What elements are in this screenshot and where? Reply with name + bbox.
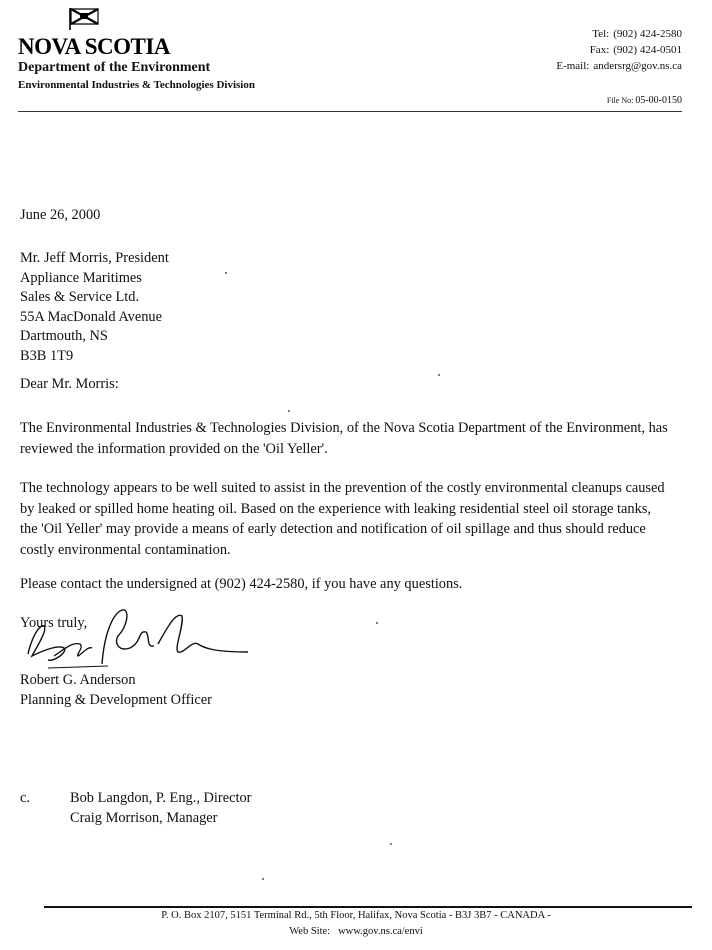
letterhead-divider (18, 111, 682, 112)
recipient-line: Appliance Maritimes (20, 269, 142, 286)
scan-speck (288, 410, 290, 412)
signer-name: Robert G. Anderson (20, 672, 136, 688)
email-value[interactable]: andersrg@gov.ns.ca (593, 60, 682, 72)
footer-address: P. O. Box 2107, 5151 Terminal Rd., 5th Floor, Halifax, Nova Scotia - B3J 3B7 - CANADA - (161, 910, 551, 921)
scan-speck (438, 374, 440, 376)
recipient-line: Mr. Jeff Morris, President (20, 250, 169, 266)
footer-website-row (0, 926, 712, 937)
closing: Yours truly, (20, 615, 88, 631)
division-name: Environmental Industries & Technologies Division (18, 79, 255, 91)
paragraph-1: The Environmental Industries & Technologies Division, of the Nova Scotia Department of the Environment, has reviewed the information provided on the 'Oil Yeller'. (20, 420, 668, 457)
scan-speck (376, 622, 378, 624)
tel-row (556, 26, 682, 42)
paragraph-2: The technology appears to be well suited to assist in the prevention of the costly environmental cleanups caused by leaked or spilled home heating oil. Based on the experience with leaking residential steel oil storage tanks, the 'Oil Yeller' may provide a means of early detection and notification of oil spillage and thus should reduce costly environmental contamination. (20, 480, 665, 558)
cc-list (70, 788, 251, 828)
signer-title: Planning & Development Officer (20, 692, 212, 708)
contact-block (556, 26, 682, 74)
salutation: Dear Mr. Morris: (20, 376, 119, 392)
footer-divider (44, 906, 692, 908)
recipient-line: 55A MacDonald Avenue (20, 308, 163, 325)
recipient-line: Dartmouth, NS (20, 328, 108, 344)
recipient-line: Sales & Service Ltd. (20, 289, 140, 305)
file-number (607, 95, 682, 106)
letter-date: June 26, 2000 (20, 207, 101, 223)
email-label: E-mail: (556, 60, 590, 72)
fax-label: Fax: (589, 44, 610, 56)
tel-label: Tel: (592, 28, 610, 40)
recipient-address (20, 248, 169, 365)
fax-row (556, 42, 682, 58)
nova-scotia-flag-icon (68, 6, 102, 30)
scan-speck (225, 272, 227, 274)
department-name: Department of the Environment (18, 60, 211, 75)
paragraph-3: Please contact the undersigned at (902) 424-2580, if you have any questions. (20, 576, 463, 592)
email-row (556, 58, 682, 74)
cc-label: c. (20, 790, 30, 806)
scan-speck (390, 843, 392, 845)
handwritten-signature (18, 596, 258, 676)
cc-item: Bob Langdon, P. Eng., Director (70, 790, 252, 806)
cc-item: Craig Morrison, Manager (70, 810, 218, 826)
fax-value: (902) 424-0501 (613, 44, 682, 56)
file-number-value: 05-00-0150 (635, 95, 682, 106)
recipient-line: B3B 1T9 (20, 347, 74, 364)
scan-speck (262, 878, 264, 880)
file-number-label: File No: (606, 96, 634, 105)
website-link[interactable]: www.gov.ns.ca/envi (338, 926, 423, 937)
tel-value: (902) 424-2580 (613, 28, 682, 40)
website-label: Web Site: (289, 926, 331, 937)
logo-wordmark: NOVA SCOTIA (18, 34, 170, 59)
